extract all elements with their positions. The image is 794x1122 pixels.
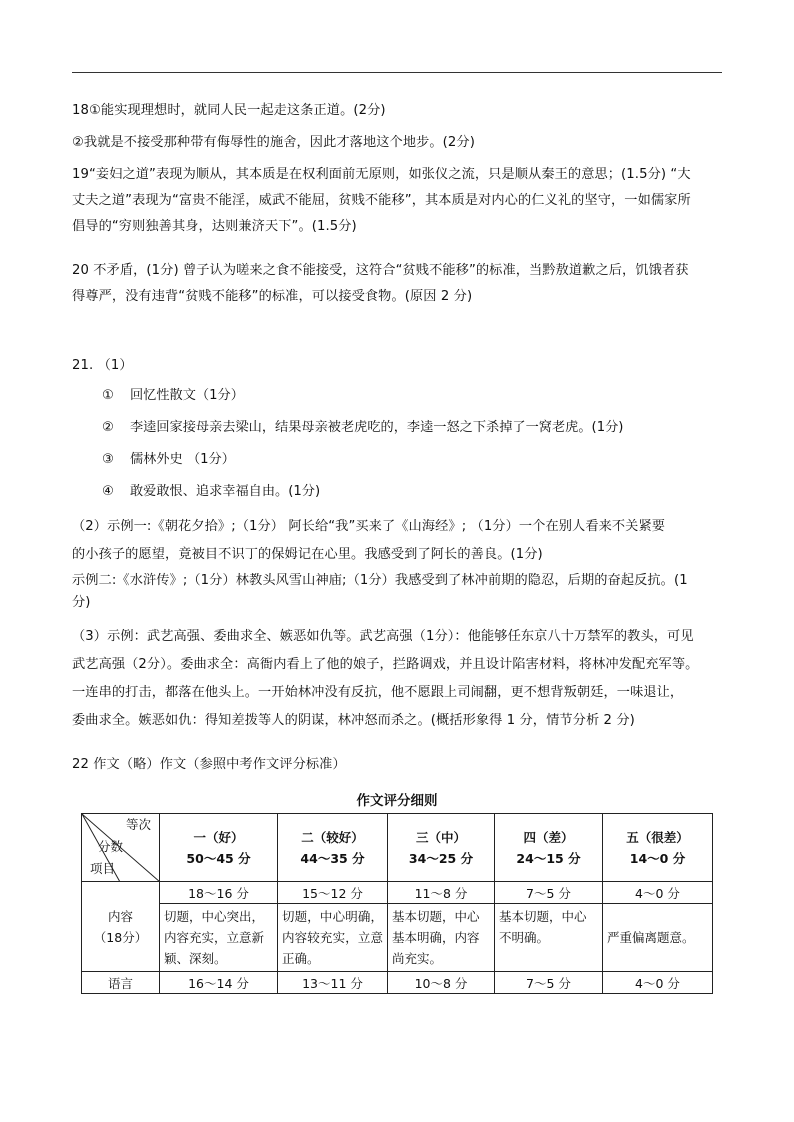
answer-20-line-1: 20 不矛盾，(1分) 曾子认为嗟来之食不能接受，这符合“贫贱不能移”的标准，当黔敖道歉之后，饥饿者获 <box>72 263 689 278</box>
language-score-1: 16～14 分 <box>160 972 278 994</box>
answer-21-head-text: 21. （1） <box>72 358 133 373</box>
scoring-table <box>81 813 713 994</box>
item-text: 儒林外史 （1分） <box>130 452 235 467</box>
item-text: 李逵回家接母亲去梁山，结果母亲被老虎吃的，李逵一怒之下杀掉了一窝老虎。(1分) <box>130 420 624 435</box>
table-header-row <box>82 814 713 882</box>
grade-range: 34～25 分 <box>408 850 474 866</box>
answer-22 <box>72 752 722 778</box>
answer-21-item-3 <box>102 450 235 470</box>
content-score-5: 4～0 分 <box>603 882 713 904</box>
answer-22-text: 22 作文（略）作文（参照中考作文评分标准） <box>72 757 346 772</box>
content-desc-4: 基本切题，中心不明确。 <box>495 904 603 972</box>
grade-range: 14～0 分 <box>629 850 686 866</box>
corner-label-grade: 等次 <box>126 817 152 832</box>
answer-21-part-2-example-2 <box>72 570 722 614</box>
grade-header-5 <box>603 814 713 882</box>
answer-21-part-3 <box>72 623 722 735</box>
part2-line-2: 的小孩子的愿望，竟被目不识丁的保姆记在心里。我感受到了阿长的善良。(1分) <box>72 547 543 562</box>
grade-range: 44～35 分 <box>300 850 365 866</box>
item-marker: ① <box>102 388 114 403</box>
answer-20-line-2: 得尊严，没有违背“贫贱不能移”的标准，可以接受食物。(原因 2 分) <box>72 289 473 304</box>
answer-21-item-4 <box>102 482 320 502</box>
item-text: 敢爱敢恨、追求幸福自由。(1分) <box>130 484 321 499</box>
part3-line-1: （3）示例：武艺高强、委曲求全、嫉恶如仇等。武艺高强（1分）：他能够任东京八十万禁军的教头，可见 <box>72 629 694 644</box>
language-score-2: 13～11 分 <box>278 972 388 994</box>
part2-line-4: 分) <box>72 595 91 610</box>
item-marker: ③ <box>102 452 114 467</box>
grade-name: 五（很差） <box>626 829 689 845</box>
answer-20 <box>72 258 722 310</box>
part3-line-2: 武艺高强（2分）。委曲求全：高衙内看上了他的娘子，拦路调戏，并且设计陷害材料，将林冲发配充军等。 <box>72 657 699 672</box>
language-score-3: 10～8 分 <box>388 972 495 994</box>
content-score-4: 7～5 分 <box>495 882 603 904</box>
answer-19-line-3: 倡导的“穷则独善其身，达则兼济天下”。(1.5分) <box>72 219 357 234</box>
content-desc-3: 基本切题，中心基本明确，内容尚充实。 <box>388 904 495 972</box>
content-row-label <box>82 882 160 972</box>
grade-header-4 <box>495 814 603 882</box>
part2-line-3: 示例二:《水浒传》;（1分）林教头风雪山神庙;（1分）我感受到了林冲前期的隐忍，后期的奋起反抗。(1 <box>72 573 688 588</box>
content-label: 内容 <box>107 908 133 924</box>
answer-18-line-2: ②我就是不接受那种带有侮辱性的施舍，因此才落地这个地步。(2分) <box>72 135 475 150</box>
corner-label-item: 项目 <box>90 861 116 876</box>
content-score-3: 11～8 分 <box>388 882 495 904</box>
grade-range: 50～45 分 <box>186 850 251 866</box>
answer-21-item-2 <box>102 418 623 438</box>
content-desc-5: 严重偏离题意。 <box>603 904 713 972</box>
language-row <box>82 972 713 994</box>
part3-line-3: 一连串的打击，都落在他头上。一开始林冲没有反抗，他不愿跟上司闹翻，更不想背叛朝廷，一味退让， <box>72 685 684 700</box>
content-score-row <box>82 882 713 904</box>
content-desc-row <box>82 904 713 972</box>
content-desc-1: 切题，中心突出，内容充实，立意新颖、深刻。 <box>160 904 278 972</box>
answer-21-heading <box>72 353 722 379</box>
answer-19-line-1: 19“妾妇之道”表现为顺从，其本质是在权利面前无原则，如张仪之流，只是顺从秦王的意思；(1.5分) “大 <box>72 167 691 182</box>
answer-18 <box>72 98 722 156</box>
language-label: 语言 <box>82 972 160 994</box>
grade-name: 四（差） <box>523 829 574 845</box>
answer-19-line-2: 丈夫之道”表现为“富贵不能淫，威武不能屈，贫贱不能移”，其本质是对内心的仁义礼的坚守，一如儒家所 <box>72 193 691 208</box>
language-score-4: 7～5 分 <box>495 972 603 994</box>
grade-name: 二（较好） <box>301 829 364 845</box>
table-title: 作文评分细则 <box>356 793 438 809</box>
content-score-2: 15～12 分 <box>278 882 388 904</box>
corner-cell <box>82 814 160 882</box>
language-score-5: 4～0 分 <box>603 972 713 994</box>
grade-name: 三（中） <box>415 829 466 845</box>
grade-header-3 <box>388 814 495 882</box>
answer-18-line-1: 18①能实现理想时，就同人民一起走这条正道。(2分) <box>72 103 386 118</box>
content-desc-2: 切题，中心明确，内容较充实，立意正确。 <box>278 904 388 972</box>
part3-line-4: 委曲求全。嫉恶如仇：得知差拨等人的阴谋，林冲怒而杀之。(概括形象得 1 分，情节分析 2 分) <box>72 713 635 728</box>
header-rule <box>72 72 722 73</box>
grade-header-1 <box>160 814 278 882</box>
answer-21-item-1 <box>102 386 244 406</box>
content-score-1: 18～16 分 <box>160 882 278 904</box>
item-marker: ④ <box>102 484 114 499</box>
grade-range: 24～15 分 <box>516 850 581 866</box>
corner-label-score: 分数 <box>98 839 124 854</box>
content-points: （18分） <box>93 929 148 945</box>
answer-21-part-2 <box>72 513 722 569</box>
item-marker: ② <box>102 420 114 435</box>
answer-19 <box>72 162 722 240</box>
grade-name: 一（好） <box>193 829 244 845</box>
item-text: 回忆性散文（1分） <box>130 388 244 403</box>
part2-line-1: （2）示例一:《朝花夕拾》;（1分） 阿长给“我”买来了《山海经》; （1分）一个在别人看来不关紧要 <box>72 519 666 534</box>
grade-header-2 <box>278 814 388 882</box>
